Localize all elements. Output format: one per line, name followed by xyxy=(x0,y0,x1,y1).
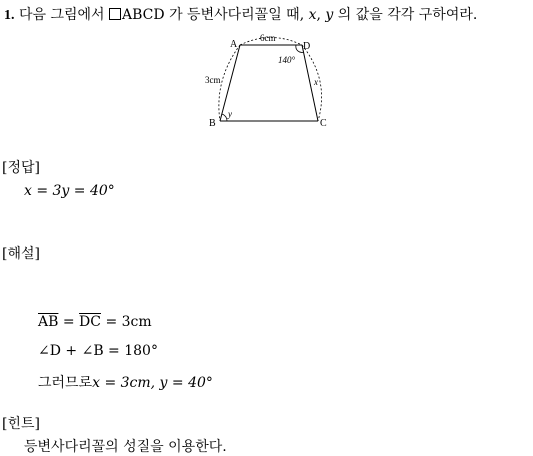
solution-line-3-math: x = 3cm, y = 40° xyxy=(92,375,213,391)
angle-d-label: 140° xyxy=(278,55,296,65)
angle-b-arc xyxy=(222,114,227,121)
question-text-end: 의 값을 각각 구하여라. xyxy=(337,7,478,23)
question-x-var: x xyxy=(308,7,317,23)
solution-line-3-prefix: 그러므로 xyxy=(38,375,93,391)
question-quad-name: ABCD xyxy=(122,7,165,23)
vertex-label-c: C xyxy=(320,118,327,129)
segment-ab: $\overline{AB}$ xyxy=(38,314,59,330)
question-text-after: 가 등변사다리꼴일 때, xyxy=(169,7,305,23)
vertex-label-d: D xyxy=(303,41,311,52)
solution-line-1-end: = 3cm xyxy=(105,314,152,330)
left-side-label: 3cm xyxy=(205,75,221,85)
segment-dc: $\overline{DC}$ xyxy=(79,314,101,330)
question-y-var: y xyxy=(325,7,334,23)
vertex-label-b: B xyxy=(209,118,216,129)
question-text: 1. 다음 그림에서 ABCD 가 등변사다리꼴일 때, x, y 의 값을 각각 구하여라. xyxy=(4,7,478,23)
hint-line: 등변사다리꼴의 성질을 이용한다. xyxy=(24,439,227,455)
trapezoid-figure xyxy=(0,0,533,140)
angle-y-label: y xyxy=(228,109,232,119)
vertex-label-a: A xyxy=(230,39,238,50)
solution-line-1: $\overline{AB} = \overline{DC} = 3cm$ xyxy=(38,314,152,330)
hint-title: [힌트] xyxy=(2,416,40,432)
solution-line-3 xyxy=(38,372,213,392)
question-number: 1. xyxy=(4,8,15,23)
top-side-label: 6cm xyxy=(260,33,276,43)
question-text-before: 다음 그림에서 xyxy=(18,7,105,23)
right-dimension-arc xyxy=(302,45,322,121)
answer-title: [정답] xyxy=(2,160,40,176)
solution-title: [해설] xyxy=(2,246,40,262)
angle-x-label: x xyxy=(314,77,318,87)
answer-line: x = 3y = 40° xyxy=(24,183,115,199)
solution-line-2: ∠D + ∠B = 180° xyxy=(38,343,158,359)
